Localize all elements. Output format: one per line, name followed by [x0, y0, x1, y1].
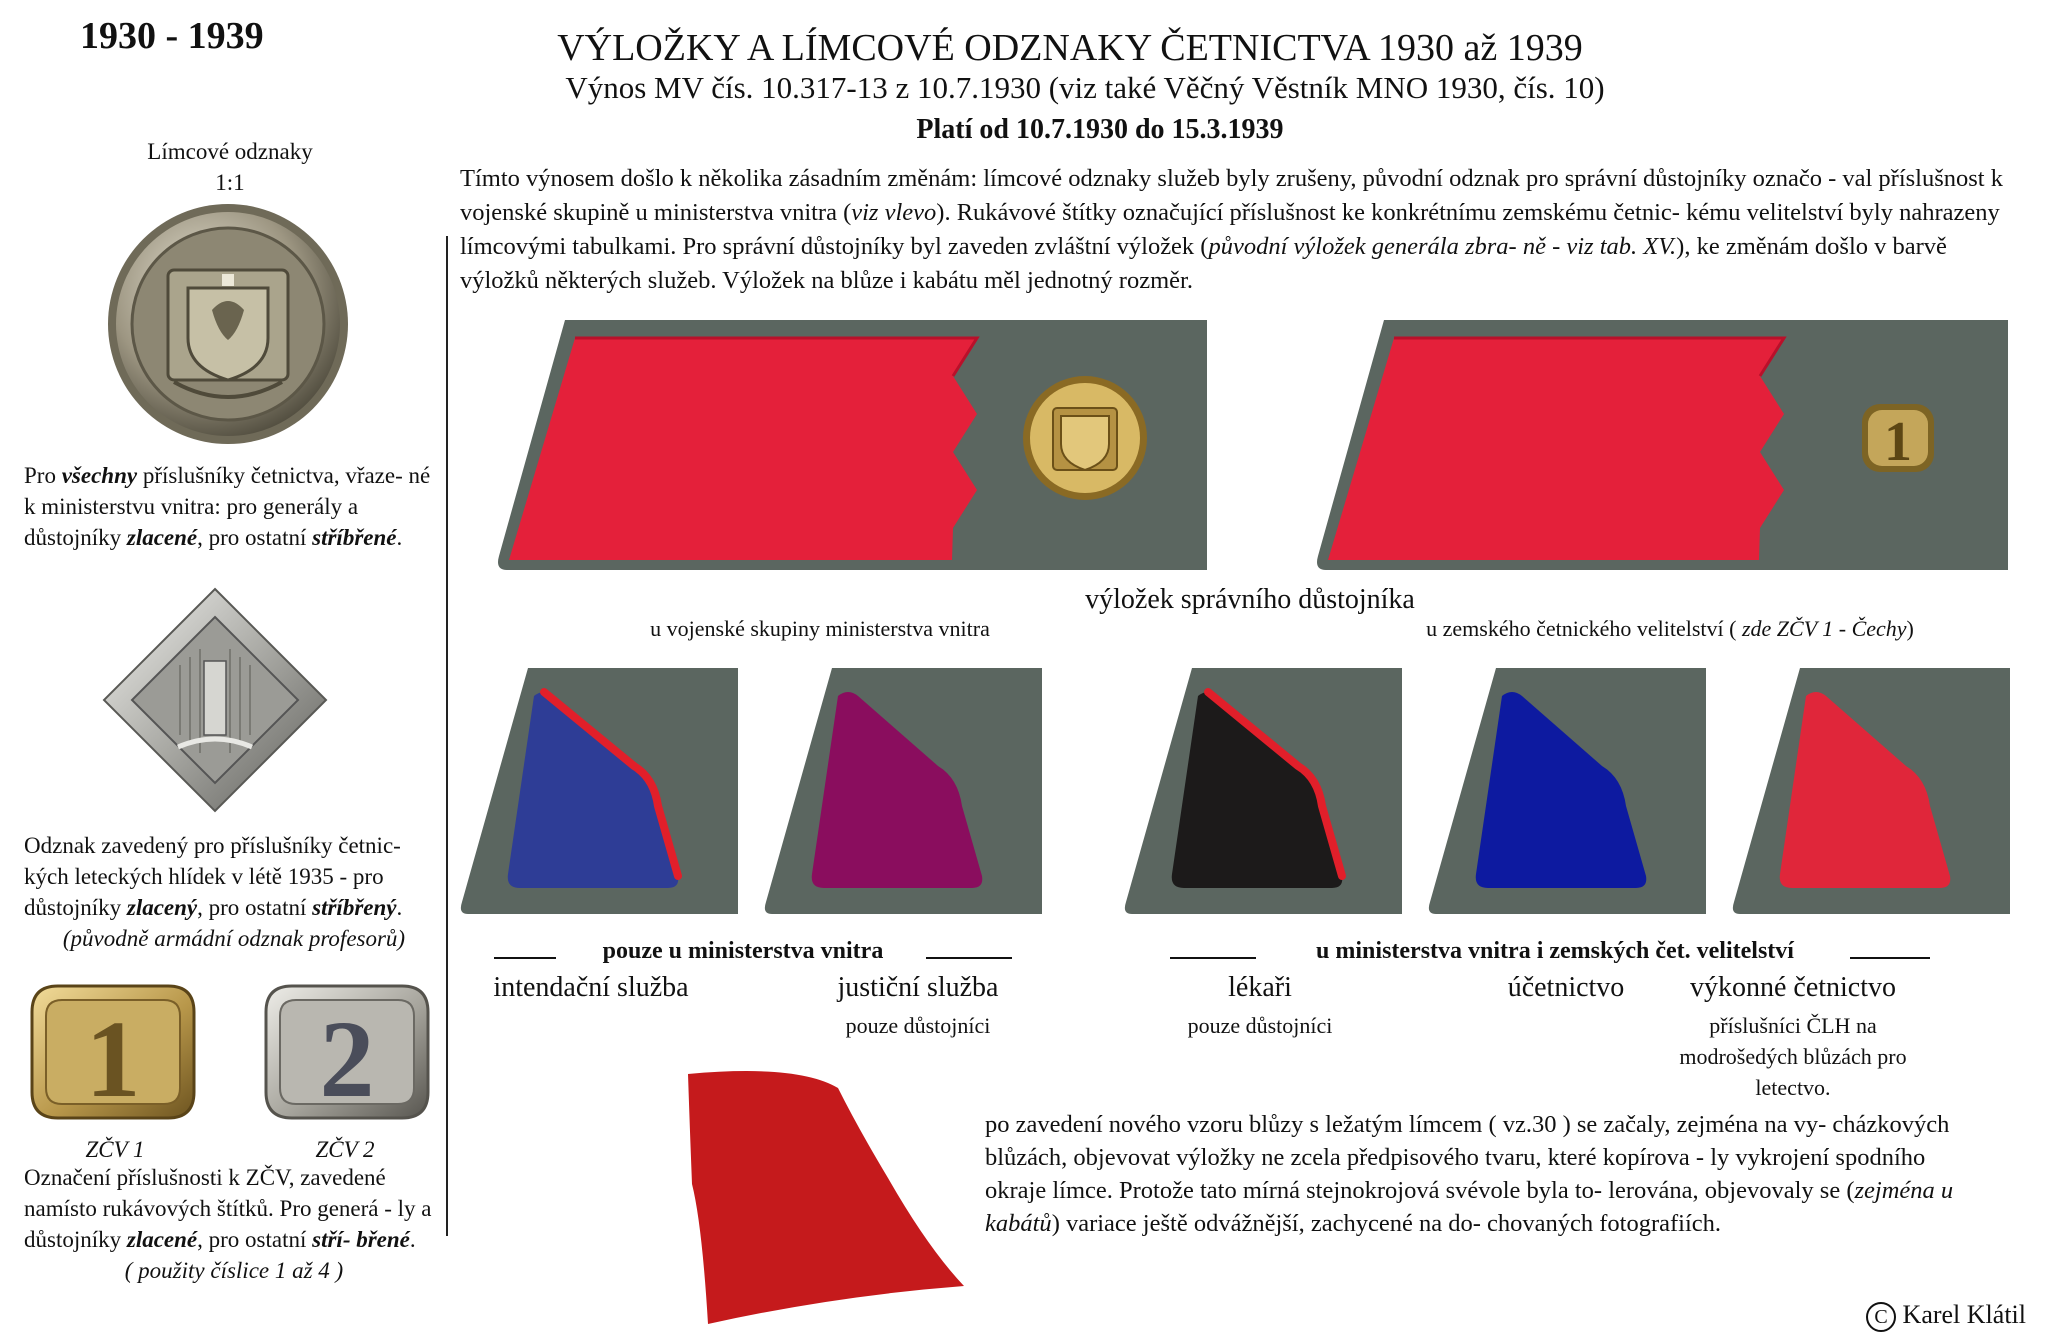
service-patch-1 — [458, 668, 738, 914]
svg-text:2: 2 — [319, 998, 375, 1120]
admin-patch-label: výložek správního důstojníka — [1085, 584, 1415, 615]
svg-text:1: 1 — [85, 998, 141, 1120]
zcv1-label: ZČV 1 — [85, 1137, 145, 1162]
intro-paragraph: Tímto výnosem došlo k několika zásadním změnám: límcové odznaky služeb byly zrušeny, původní odznak pro správní důstojníky označo - val příslušnost k vojenské skupině u ministerstva vnitra (viz vlevo). Rukávové štítky označující příslušnost ke konkrétnímu zemskému četnic- kému velitelství byly nahrazeny límcovými tabulkami. Pro správní důstojníky byl zaveden zvláštní výložek (původní výložek generála zbra- ně - viz tab. XV.), ke změnám došlo v barvě výložků některých služeb. Výložek na blůze i kabátu měl jednotný rozměr. — [460, 165, 2003, 294]
badge2-caption: Odznak zavedený pro příslušníky četnic- kých leteckých hlídek v létě 1935 - pro důstojníky zlacený, pro ostatní stříbřený. (původně armádní odznak profesorů) — [24, 833, 406, 951]
zcv2-tab-icon — [262, 982, 432, 1122]
admin-officer-patch-ministry — [495, 320, 1207, 570]
service-note-5: příslušníci ČLH na modrošedých blůzách pro letectvo. — [1679, 1013, 1907, 1100]
nonregulation-red-patch — [648, 1066, 966, 1326]
zcv1-tab-icon — [28, 982, 198, 1122]
page-title: VÝLOŽKY A LÍMCOVÉ ODZNAKY ČETNICTVA 1930 až 1939 — [557, 27, 1583, 69]
service-patch-5 — [1730, 668, 2010, 914]
tabs-caption: Označení příslušnosti k ZČV, zavedené namísto rukávových štítků. Pro generá - ly a důstojníky zlacené, pro ostatní stří- břené. ( použity číslice 1 až 4 ) — [24, 1165, 432, 1283]
service-name-5: výkonné četnictvo — [1689, 972, 1897, 1003]
year-range: 1930 - 1939 — [80, 15, 264, 57]
validity-dates: Platí od 10.7.1930 do 15.3.1939 — [916, 114, 1284, 145]
zcv2-label: ZČV 2 — [315, 1137, 375, 1162]
admin-patch-sub-zcv: u zemského četnického velitelství ( zde ZČV 1 - Čechy) — [1426, 616, 1914, 641]
service-name-4: účetnictvo — [1507, 972, 1625, 1003]
admin-patch-sub-ministry: u vojenské skupiny ministerstva vnitra — [650, 616, 990, 641]
diamond-collar-badge-icon — [100, 585, 330, 815]
column-divider — [446, 236, 448, 1236]
badge-heading: Límcové odznaky 1:1 — [147, 139, 313, 195]
service-name-3: lékaři — [1228, 972, 1292, 1003]
badge1-caption: Pro všechny příslušníky četnictva, vřaze- né k ministerstvu vnitra: pro generály a důstojníky zlacené, pro ostatní stříbřené. — [24, 463, 431, 550]
copyright-icon: C — [1866, 1302, 1896, 1332]
round-collar-badge-icon — [104, 200, 352, 448]
copyright: C Karel Klátil — [1866, 1300, 2026, 1332]
service-patch-3 — [1122, 668, 1402, 914]
service-name-2: justiční služba — [837, 972, 999, 1003]
page-subtitle: Výnos MV čís. 10.317-13 z 10.7.1930 (viz také Věčný Věstník MNO 1930, čís. 10) — [565, 70, 1605, 105]
admin-officer-patch-zcv — [1314, 320, 2008, 570]
nonregulation-note: po zavedení nového vzoru blůzy s ležatým límcem ( vz.30 ) se začaly, zejména na vy- cházkových blůzách, objevovat výložky ne zcela předpisového tvaru, které kopírova - ly vykrojení spodního okraje límce. Protože tato mírná stejnokrojová svévole byla to- lerována, objevovaly se (zejména u kabátů) variace ještě odvážnější, zachycené na do- chovaných fotografiích. — [985, 1111, 1954, 1237]
service-patch-2 — [762, 668, 1042, 914]
svg-text:1: 1 — [1884, 411, 1912, 473]
service-patch-4 — [1426, 668, 1706, 914]
group-ministry-only: pouze u ministerstva vnitra — [602, 938, 884, 964]
service-name-1: intendační služba — [493, 972, 689, 1003]
group-ministry-and-zcv: u ministerstva vnitra i zemských čet. velitelství — [1316, 938, 1794, 964]
service-note-3: pouze důstojníci — [1187, 1013, 1333, 1038]
service-note-2: pouze důstojníci — [845, 1013, 991, 1038]
